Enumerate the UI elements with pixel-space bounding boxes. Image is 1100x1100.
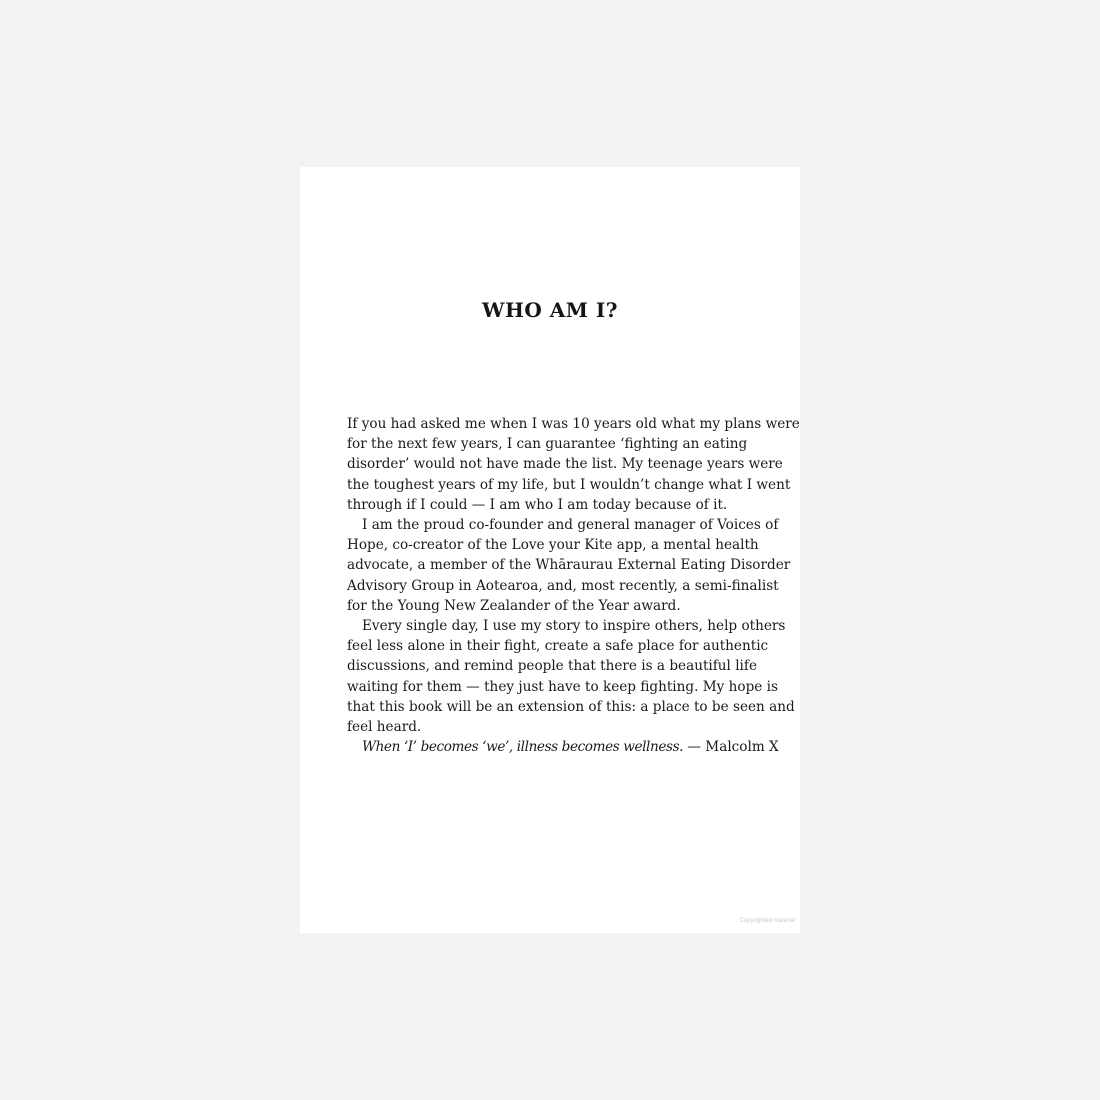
quote-paragraph xyxy=(347,737,779,757)
epigraph-line xyxy=(347,737,779,757)
text-line: waiting for them — they just have to keep fighting. My hope is xyxy=(347,678,778,695)
quote-text: When ‘I’ becomes ‘we’, illness becomes wellness. xyxy=(362,739,684,756)
text-line: If you had asked me when I was 10 years old what my plans were xyxy=(347,416,800,432)
text-line: Hope, co-creator of the Love your Kite app, a mental health xyxy=(347,537,759,554)
paragraph-2 xyxy=(347,515,791,616)
text-line: through if I could — I am who I am today because of it. xyxy=(347,496,728,513)
text-line: for the next few years, I can guarantee ‘fighting an eating xyxy=(347,436,748,453)
text-line: for the Young New Zealander of the Year award. xyxy=(347,597,681,614)
paragraph-1 xyxy=(347,414,800,515)
text-line: the toughest years of my life, but I wouldn’t change what I went xyxy=(347,476,791,493)
text-line: I am the proud co-founder and general manager of Voices of xyxy=(362,517,779,534)
body-text xyxy=(347,414,800,757)
copyright-watermark: Copyrighted material xyxy=(739,918,795,924)
quote-attribution: — Malcolm X xyxy=(683,739,779,756)
text-line: that this book will be an extension of this: a place to be seen and xyxy=(347,698,795,715)
paragraph-3 xyxy=(347,616,795,737)
page-title: WHO AM I? xyxy=(482,298,618,322)
text-line: Every single day, I use my story to inspire others, help others xyxy=(362,618,786,635)
text-line: disorder’ would not have made the list. My teenage years were xyxy=(347,456,783,473)
text-line: advocate, a member of the Whāraurau External Eating Disorder xyxy=(347,557,791,574)
text-line: feel less alone in their fight, create a safe place for authentic xyxy=(347,638,769,655)
text-line: feel heard. xyxy=(347,719,422,736)
text-line: discussions, and remind people that there is a beautiful life xyxy=(347,658,757,675)
text-line: Advisory Group in Aotearoa, and, most recently, a semi-finalist xyxy=(347,577,779,594)
